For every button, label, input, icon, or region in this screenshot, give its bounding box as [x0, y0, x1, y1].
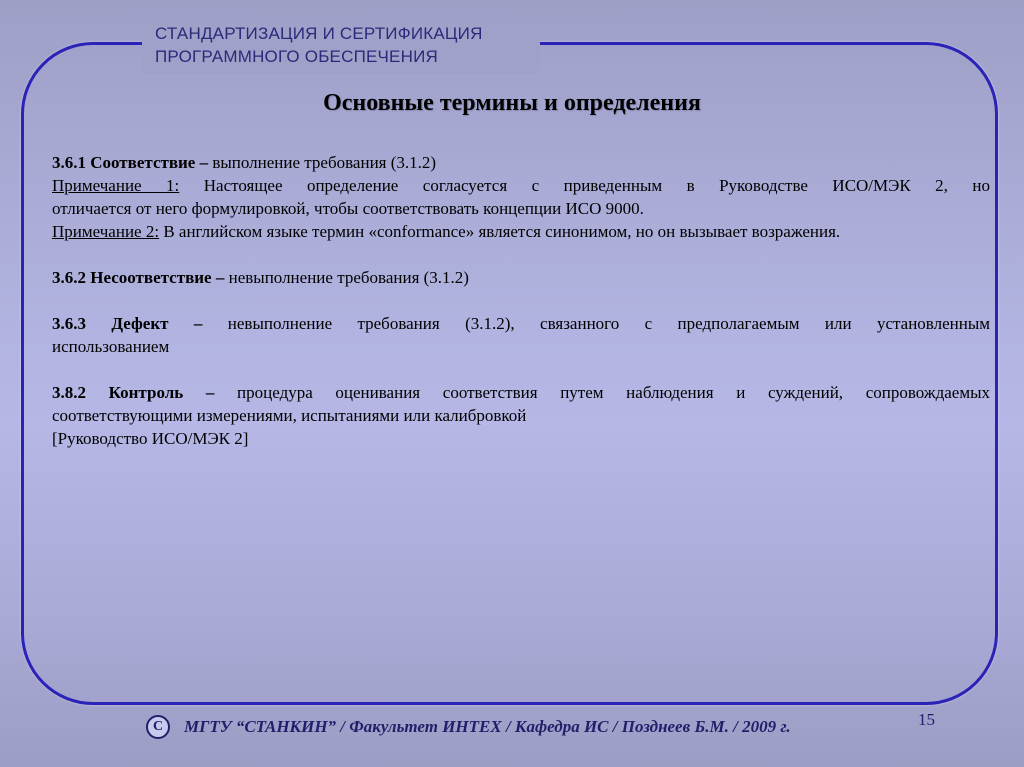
note-1-line2: отличается от него формулировкой, чтобы соответствовать концепции ИСО 9000. — [52, 199, 644, 218]
term-3-6-1-definition: выполнение требования (3.1.2) — [208, 153, 437, 172]
course-header-line1: СТАНДАРТИЗАЦИЯ И СЕРТИФИКАЦИЯ — [155, 24, 483, 43]
term-3-6-2-definition: невыполнение требования (3.1.2) — [224, 268, 469, 287]
copyright-icon: C — [146, 715, 170, 739]
term-3-8-2-line2: соответствующими измерениями, испытаниями или калибровкой — [52, 406, 527, 425]
term-3-6-2-name: 3.6.2 Несоответствие – — [52, 268, 225, 287]
term-3-8-2-source: [Руководство ИСО/МЭК 2] — [52, 429, 249, 448]
term-3-8-2-definition: процедура оценивания соответствия путем наблюдения и суждений, сопровождаемых — [214, 383, 991, 402]
term-3-6-3-line1 — [52, 312, 990, 335]
footer — [146, 712, 791, 742]
page-number: 15 — [918, 710, 935, 729]
term-3-8-2-name: 3.8.2 Контроль – — [52, 383, 215, 402]
term-3-6-2 — [52, 266, 990, 289]
term-3-6-3-name: 3.6.3 Дефект – — [52, 314, 203, 333]
course-header — [155, 22, 483, 68]
note-2-label: Примечание 2: — [52, 222, 160, 241]
footer-text: МГТУ “СТАНКИН” / Факультет ИНТЕХ / Кафедра ИС / Позднеев Б.М. / 2009 г. — [184, 717, 791, 736]
note-2-text: В английском языке термин «conformance» является синонимом, но он вызывает возражения. — [159, 222, 841, 241]
note-1-text: Настоящее определение согласуется с приведенным в Руководстве ИСО/МЭК 2, но — [179, 176, 990, 195]
slide-title: Основные термины и определения — [323, 90, 701, 116]
note-1-label: Примечание 1: — [52, 176, 180, 195]
note-2 — [52, 220, 990, 243]
slide-content — [52, 151, 990, 450]
course-header-line2: ПРОГРАММНОГО ОБЕСПЕЧЕНИЯ — [155, 47, 438, 66]
term-3-8-2-line1 — [52, 381, 990, 404]
term-3-6-3-line2: использованием — [52, 337, 170, 356]
term-3-6-3-definition: невыполнение требования (3.1.2), связанного с предполагаемым или установленным — [202, 314, 991, 333]
note-1-line1 — [52, 174, 990, 197]
term-3-6-1 — [52, 151, 990, 174]
term-3-6-1-name: 3.6.1 Соответствие – — [52, 153, 209, 172]
